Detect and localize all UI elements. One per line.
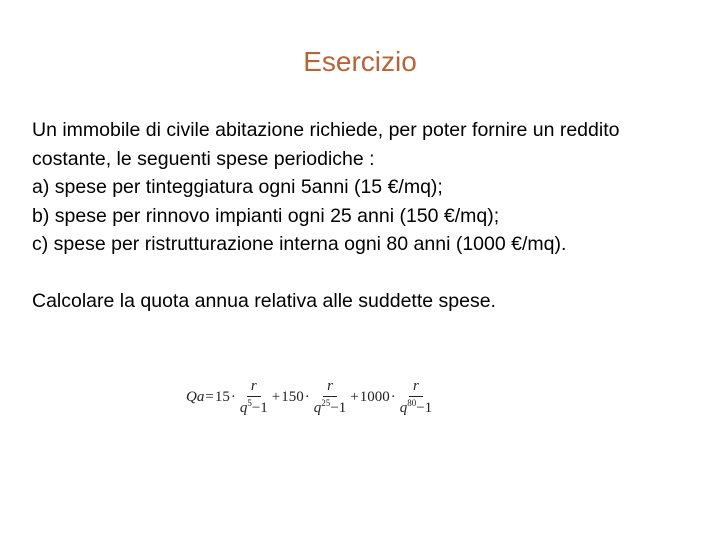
term-2-plus: + [271,389,281,405]
term-3-plus: + [350,389,359,405]
term-3-fraction [400,378,432,417]
slide-title: Esercizio [303,46,417,77]
term-2-exponent: 25 [321,398,331,408]
term-3-denominator [400,397,432,417]
item-a: a) spese per tinteggiatura ogni 5anni (15 €/mq); [32,176,443,198]
question-text: Calcolare la quota annua relativa alle suddette spese. [32,289,496,312]
formula [186,378,435,417]
item-b: b) spese per rinnovo impianti ogni 25 anni (150 €/mq); [32,204,500,227]
term-2-denominator [314,397,346,417]
term-3-base: q [399,400,408,416]
term-1-denominator [240,397,268,417]
term-3-coef: 1000 [359,389,390,405]
term-2-dot: · [304,389,310,405]
spacer [32,259,702,287]
term-3-minus: −1 [416,400,433,416]
term-2-numerator: r [323,378,337,397]
term-1-exponent: 5 [247,398,252,408]
term-1-coef: 15 [214,389,230,405]
formula-equals: = [205,389,214,405]
term-2-coef: 150 [281,389,304,405]
item-c: c) spese per ristrutturazione interna ogni 80 anni (1000 €/mq). [32,233,567,255]
term-1-numerator: r [247,378,261,397]
term-1-base: q [239,400,248,416]
term-1-minus: −1 [251,400,268,416]
term-2-minus: −1 [330,400,347,416]
intro-paragraph: Un immobile di civile abitazione richiede, per poter fornire un reddito costante, le seguenti spese periodiche : [32,119,620,170]
term-3-numerator: r [409,378,423,397]
term-1-fraction [240,378,268,417]
term-3-exponent: 80 [407,398,417,408]
term-2-base: q [313,400,322,416]
term-1-dot: · [230,389,236,405]
formula-lhs: Qa [186,389,205,405]
term-2-fraction [314,378,346,417]
term-3-dot: · [390,389,396,405]
slide-body [32,116,702,315]
